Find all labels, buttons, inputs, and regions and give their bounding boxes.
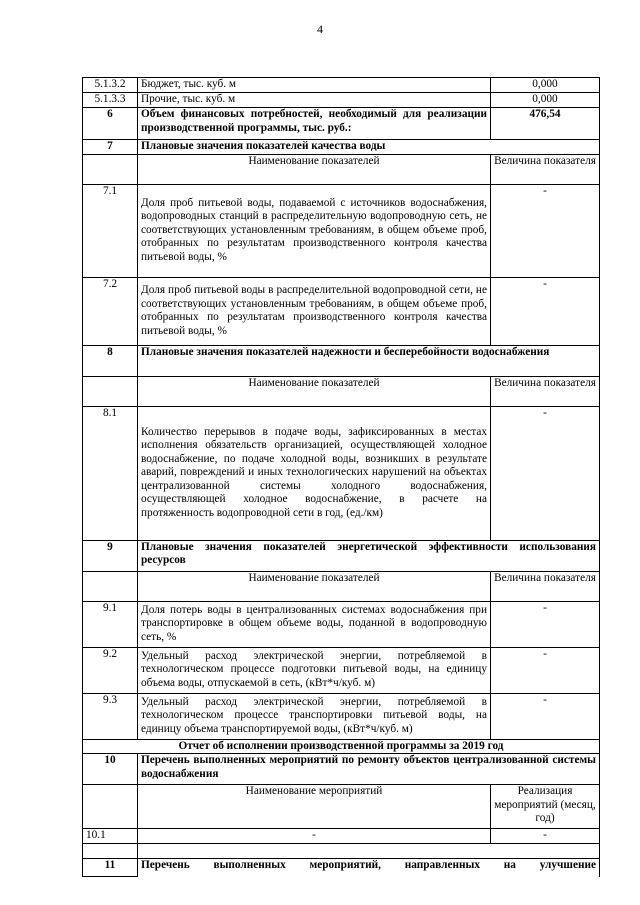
section-number: 8 [83,345,138,376]
header-blank [83,785,138,829]
header-blank [83,376,138,406]
header-name: Наименование показателей [138,376,491,406]
row-value: 0,000 [491,93,600,108]
row-text: Удельный расход электрической энергии, потребляемой в технологическом процессе подготовки питьевой воды, на единицу объема воды, отпускаемой в сеть, (кВт*ч/куб. м) [138,647,491,693]
section-row [83,540,600,571]
row-value: - [491,601,600,647]
section-row [83,140,600,155]
table-row [83,693,600,739]
header-row [83,376,600,406]
row-text: Бюджет, тыс. куб. м [138,78,491,93]
row-number: 7.2 [83,277,138,345]
row-text: Доля потерь воды в централизованных системах водоснабжения при транспортировке в общем объеме воды, поданной в водопроводную сеть, % [138,601,491,647]
header-value: Величина показателя [491,154,600,184]
program-table [82,77,600,877]
row-number: 5.1.3.2 [83,78,138,93]
table-row [83,844,600,859]
header-value: Реализация мероприятий (месяц, год) [491,785,600,829]
row-value: - [491,277,600,345]
section-number: 11 [83,859,138,877]
header-value: Величина показателя [491,376,600,406]
table-row [83,184,600,277]
row-number: 9.1 [83,601,138,647]
table-row [83,78,600,93]
report-row [83,739,600,754]
row-text: Прочие, тыс. куб. м [138,93,491,108]
row-text: Объем финансовых потребностей, необходимый для реализации производственной программы, тыс. руб.: [138,108,491,140]
row-text: Доля проб питьевой воды в распределительной водопроводной сети, не соответствующих установленным требованиям, в общем объеме проб, отобранных по результатам производственного контроля качества питьевой воды, % [138,277,491,345]
row-value: - [491,406,600,540]
row-number: 5.1.3.3 [83,93,138,108]
header-name: Наименование показателей [138,154,491,184]
section-title: Перечень выполненных мероприятий по ремонту объектов централизованной системы водоснабжения [138,754,600,785]
row-number: 9.2 [83,647,138,693]
header-name: Наименование мероприятий [138,785,491,829]
row-value: 476,54 [491,108,600,140]
header-blank [83,571,138,601]
report-title: Отчет об исполнении производственной программы за 2019 год [83,739,600,754]
row-value: - [491,829,600,844]
table-row [83,406,600,540]
table-row [83,829,600,844]
row-number: 9.3 [83,693,138,739]
section-title: Плановые значения показателей надежности и бесперебойности водоснабжения [138,345,600,376]
page-number: 4 [317,22,323,36]
row-text: Доля проб питьевой воды, подаваемой с источников водоснабжения, водопроводных станций в распределительную водопроводную сеть, не соответствующих установленным требованиям, в общем объеме проб, отобранных по результатам производственного контроля качества питьевой воды, % [138,184,491,277]
section-title: Плановые значения показателей качества воды [138,140,600,155]
table-row [83,277,600,345]
header-row [83,785,600,829]
section-row [83,754,600,785]
row-number: 7.1 [83,184,138,277]
row-text: Удельный расход электрической энергии, потребляемой в технологическом процессе транспортировки питьевой воды, на единицу объема транспортируемой воды, (кВт*ч/куб. м) [138,693,491,739]
row-number: 10.1 [83,829,138,844]
section-title: Перечень выполненных мероприятий, направленных на улучшение [138,859,600,877]
header-row [83,154,600,184]
section-number: 9 [83,540,138,571]
table-row [83,601,600,647]
table-row [83,647,600,693]
section-number: 7 [83,140,138,155]
table-row [83,93,600,108]
row-text: - [138,829,491,844]
row-number: 8.1 [83,406,138,540]
section-title: Плановые значения показателей энергетической эффективности использования ресурсов [138,540,600,571]
header-name: Наименование показателей [138,571,491,601]
row-value: - [491,693,600,739]
row-text: Количество перерывов в подаче воды, зафиксированных в местах исполнения обязательств организацией, осуществляющей холодное водоснабжение, по подаче холодной воды, возникших в результате аварий, повреждений и иных технологических нарушений на объектах централизованной системы холодного водоснабжения, осуществляющей холодное водоснабжение, в расчете на протяженность водопроводной сети в год, (ед./км) [138,406,491,540]
table-row [83,108,600,140]
header-row [83,571,600,601]
row-value: 0,000 [491,78,600,93]
blank-cell [138,844,600,859]
row-value: - [491,184,600,277]
section-row [83,345,600,376]
blank-cell [83,844,138,859]
section-row [83,859,600,877]
row-number: 6 [83,108,138,140]
header-value: Величина показателя [491,571,600,601]
row-value: - [491,647,600,693]
section-number: 10 [83,754,138,785]
header-blank [83,154,138,184]
